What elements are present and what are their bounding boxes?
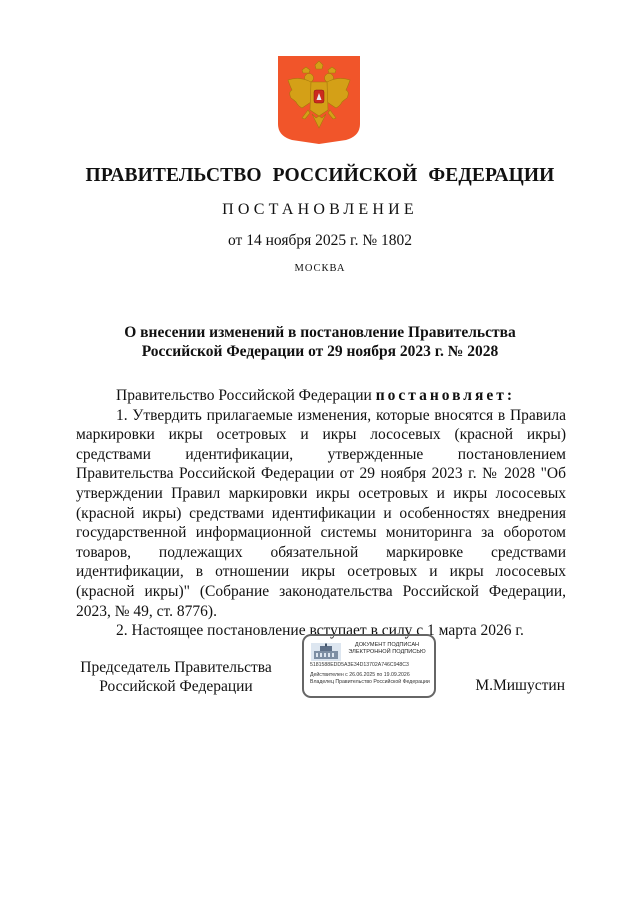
document-subject — [0, 323, 640, 361]
electronic-signature-stamp — [302, 634, 436, 698]
document-date-number: от 14 ноября 2025 г. № 1802 — [228, 232, 412, 249]
intro-decree-word: постановляет: — [375, 387, 516, 404]
coat-of-arms-icon — [278, 56, 360, 144]
subject-line-2: Российской Федерации от 29 ноября 2023 г. № 2028 — [141, 343, 499, 360]
intro-paragraph — [76, 386, 566, 406]
document-type: ПОСТАНОВЛЕНИЕ — [222, 201, 418, 218]
signer-position-line-2: Российской Федерации — [99, 678, 253, 695]
intro-text: Правительство Российской Федерации — [116, 387, 376, 404]
stamp-heading-line-2: ЭЛЕКТРОННОЙ ПОДПИСЬЮ — [348, 649, 426, 655]
signer-position-line-1: Председатель Правительства — [80, 659, 272, 676]
government-title: ПРАВИТЕЛЬСТВО РОССИЙСКОЙ ФЕДЕРАЦИИ — [85, 165, 555, 186]
paragraph-item-2: 2. Настоящее постановление вступает в силу с 1 марта 2026 г. — [116, 622, 524, 640]
paragraph-item-1: 1. Утвердить прилагаемые изменения, которые вносятся в Правила маркировки икры осетровых и икры лососевых (красной икры) средствами идентификации, утвержденные постановлением Правительства Российской Федерации от 29 ноября 2023 г. № 2028 "Об утверждении Правил маркировки икры осетровых и икры лососевых (красной икры) средствами идентификации и особенностях внедрения государственной информационной системы мониторинга за оборотом товаров, подлежащих обязательной маркировке средствами идентификации, в отношении икры осетровых и икры лососевых (красной икры)" (Собрание законодательства Российской Федерации, 2023, № 49, ст. 8776). — [76, 406, 566, 620]
stamp-heading-line-1: ДОКУМЕНТ ПОДПИСАН — [354, 642, 420, 648]
document-body — [76, 386, 566, 641]
stamp-owner: Владелец Правительство Российской Федерации — [310, 679, 430, 685]
subject-line-1: О внесении изменений в постановление Правительства — [124, 324, 516, 341]
stamp-validity: Действителен с 26.06.2025 по 19.09.2026 — [310, 672, 410, 678]
signer-name: М.Мишустин — [475, 677, 565, 694]
signer-position — [76, 658, 276, 696]
stamp-heading — [340, 642, 434, 656]
document-city: МОСКВА — [294, 263, 346, 274]
government-building-icon — [311, 643, 341, 661]
stamp-certificate-number: 5181588EDD5A3E34D13702A746C948C3 — [310, 662, 409, 668]
